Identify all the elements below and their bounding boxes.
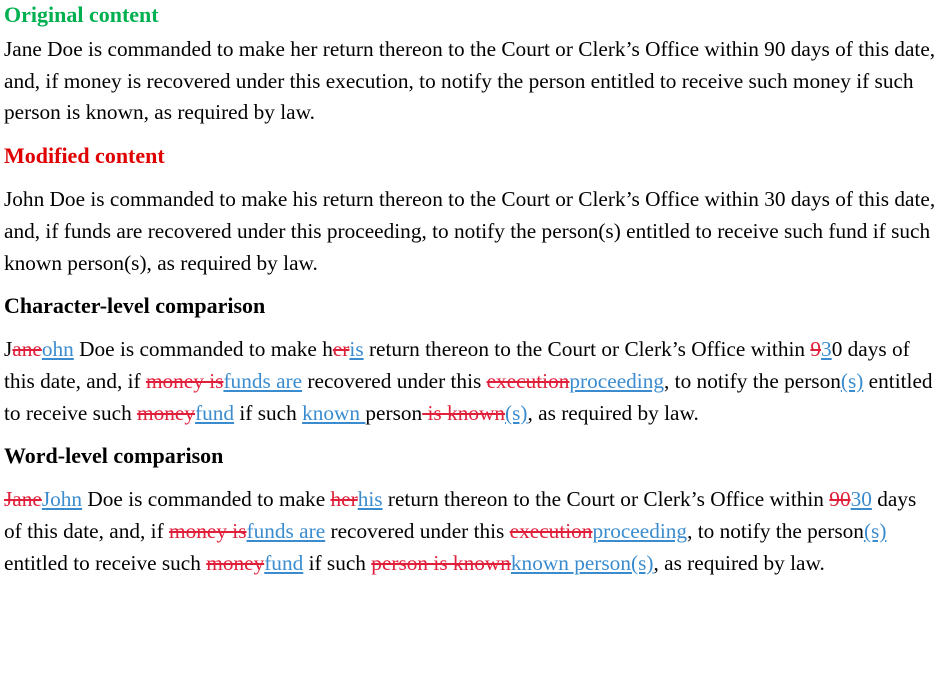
unchanged-text: days of this date, and, if: [4, 487, 917, 544]
deleted-text: execution: [486, 368, 570, 393]
inserted-text: 3: [821, 337, 832, 362]
inserted-text: proceeding: [592, 519, 688, 544]
unchanged-text: J: [4, 337, 13, 362]
deleted-text: person is known: [371, 550, 511, 575]
inserted-text: (s): [505, 400, 528, 425]
inserted-text: (s): [840, 368, 864, 393]
word-comparison-paragraph: [4, 484, 939, 579]
deleted-text: money: [137, 400, 196, 425]
inserted-text: known person(s): [510, 550, 654, 575]
inserted-text: funds are: [246, 519, 326, 544]
modified-paragraph: John Doe is commanded to make his return thereon to the Court or Clerk’s Office within 30 days of this date, and, if funds are recovered under this proceeding, to notify the person(s) entitled to receive such fund if such known person(s), as required by law.: [4, 187, 936, 275]
word-comparison-heading: Word-level comparison: [4, 443, 224, 469]
inserted-text: 30: [850, 487, 872, 512]
unchanged-text: person: [365, 400, 423, 425]
unchanged-text: 0 days of this date, and, if: [4, 337, 910, 393]
original-paragraph: Jane Doe is commanded to make her return thereon to the Court or Clerk’s Office within 90 days of this date, and, if money is recovered under this execution, to notify the person entitled to receive such money if such person is known, as required by law.: [4, 37, 936, 125]
deleted-text: money: [206, 550, 265, 575]
unchanged-text: entitled to receive such: [4, 368, 933, 425]
unchanged-text: entitled to receive such: [4, 550, 207, 575]
inserted-text: ohn: [41, 337, 74, 362]
deleted-text: 9: [810, 337, 822, 362]
inserted-text: fund: [264, 550, 304, 575]
unchanged-text: , to notify the person: [664, 368, 841, 393]
char-comparison-paragraph: [4, 334, 939, 429]
original-heading: Original content: [4, 2, 159, 27]
unchanged-text: , as required by law.: [653, 550, 825, 575]
modified-heading: Modified content: [4, 143, 165, 169]
inserted-text: is: [349, 337, 364, 362]
deleted-text: her: [330, 487, 358, 512]
unchanged-text: return thereon to the Court or Clerk’s Office within: [363, 337, 811, 362]
unchanged-text: return thereon to the Court or Clerk’s Office within: [382, 487, 830, 512]
deleted-text: Jane: [4, 487, 42, 512]
inserted-text: his: [357, 487, 383, 512]
deleted-text: er: [332, 337, 350, 362]
inserted-text: John: [41, 487, 83, 512]
deleted-text: money is: [145, 368, 224, 393]
inserted-text: funds are: [223, 368, 303, 393]
char-comparison-heading: Character-level comparison: [4, 293, 266, 319]
inserted-text: known: [302, 400, 366, 425]
deleted-text: ane: [12, 337, 42, 362]
unchanged-text: if such: [303, 550, 372, 575]
inserted-text: (s): [863, 519, 887, 544]
inserted-text: proceeding: [569, 368, 665, 393]
deleted-text: 90: [829, 487, 851, 512]
unchanged-text: , to notify the person: [687, 519, 864, 544]
deleted-text: execution: [509, 519, 593, 544]
unchanged-text: if such: [234, 400, 303, 425]
unchanged-text: recovered under this: [302, 368, 487, 393]
deleted-text: money is: [169, 519, 247, 544]
unchanged-text: , as required by law.: [527, 400, 699, 425]
deleted-text: is known: [422, 400, 506, 425]
inserted-text: fund: [195, 400, 235, 425]
unchanged-text: Doe is commanded to make: [82, 487, 331, 512]
unchanged-text: recovered under this: [325, 519, 510, 544]
unchanged-text: Doe is commanded to make h: [73, 337, 333, 362]
